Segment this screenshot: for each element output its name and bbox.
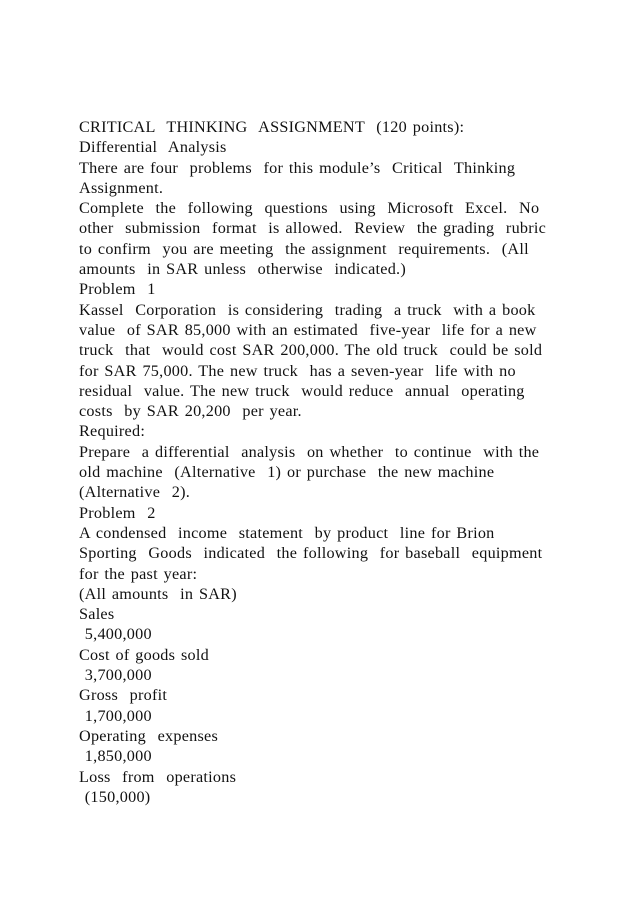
statement-label-gross-profit: Gross profit (79, 686, 168, 705)
statement-value-gross-profit: 1,700,000 (79, 706, 152, 725)
problem-1-text: Kassel Corporation is considering trading a truck with a book (79, 300, 536, 319)
problem-1-text: for SAR 75,000. The new truck has a seven-year life with no (79, 361, 516, 380)
assignment-title: CRITICAL THINKING ASSIGNMENT (120 points): (79, 118, 465, 136)
statement-value-loss: (150,000) (79, 787, 151, 806)
intro-line: There are four problems for this module’s Critical Thinking (79, 158, 516, 177)
assignment-subtitle: Differential Analysis (79, 138, 227, 157)
problem-1-text: residual value. The new truck would reduce annual operating (79, 381, 525, 400)
intro-line: Assignment. (79, 178, 164, 197)
problem-1-requirement: Prepare a differential analysis on whether to continue with the (79, 442, 540, 461)
statement-value-sales: 5,400,000 (79, 625, 152, 644)
problem-2-text: for the past year: (79, 564, 198, 583)
problem-1-text: value of SAR 85,000 with an estimated five-year life for a new (79, 320, 537, 339)
problem-1-text: costs by SAR 20,200 per year. (79, 402, 302, 421)
statement-value-operating-expenses: 1,850,000 (79, 747, 152, 766)
problem-2-heading: Problem 2 (79, 503, 156, 522)
statement-label-sales: Sales (79, 605, 115, 624)
problem-1-heading: Problem 1 (79, 280, 156, 299)
statement-label-cogs: Cost of goods sold (79, 645, 209, 664)
problem-2-text: Sporting Goods indicated the following for baseball equipment (79, 544, 543, 563)
problem-1-requirement: old machine (Alternative 1) or purchase the new machine (79, 463, 495, 482)
instructions-line: amounts in SAR unless otherwise indicated.) (79, 260, 406, 279)
instructions-line: other submission format is allowed. Review the grading rubric (79, 219, 547, 238)
instructions-line: Complete the following questions using Microsoft Excel. No (79, 199, 540, 218)
statement-value-cogs: 3,700,000 (79, 666, 152, 685)
instructions-line: to confirm you are meeting the assignment requirements. (All (79, 239, 529, 258)
statement-label-operating-expenses: Operating expenses (79, 726, 219, 745)
required-label: Required: (79, 422, 146, 441)
amounts-note: (All amounts in SAR) (79, 584, 237, 603)
statement-label-loss: Loss from operations (79, 767, 237, 786)
problem-2-text: A condensed income statement by product line for Brion (79, 523, 495, 542)
problem-1-requirement: (Alternative 2). (79, 483, 191, 502)
document-body (79, 117, 599, 807)
problem-1-text: truck that would cost SAR 200,000. The old truck could be sold (79, 341, 543, 360)
